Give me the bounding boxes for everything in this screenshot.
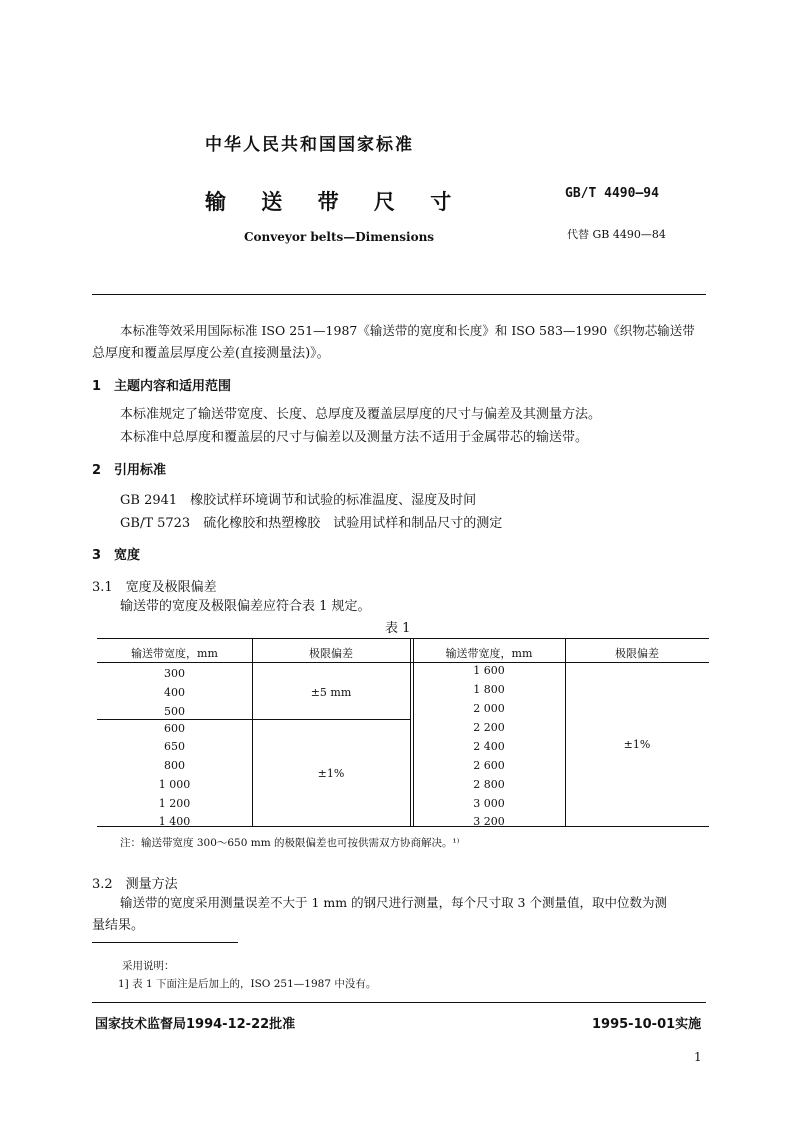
standard-code: GB/T 4490—94 bbox=[565, 186, 659, 201]
table-col-rule bbox=[252, 638, 253, 826]
table-cell-deviation: ±1% bbox=[317, 767, 345, 780]
section-3-2-line-1: 输送带的宽度采用测量误差不大于 1 mm 的钢尺进行测量，每个尺寸取 3 个测量值，取中位数为测 bbox=[120, 895, 667, 910]
table-double-rule bbox=[410, 638, 411, 826]
header-deviation-left: 极限偏差 bbox=[309, 647, 353, 660]
header-width-left: 输送带宽度，mm bbox=[131, 647, 218, 660]
table-cell-width: 2 000 bbox=[473, 702, 505, 715]
header-deviation-right: 极限偏差 bbox=[615, 647, 659, 660]
section-3-1-text: 输送带的宽度及极限偏差应符合表 1 规定。 bbox=[120, 599, 371, 614]
section-2-heading: 2 引用标准 bbox=[92, 463, 167, 478]
section-3-1-heading: 3.1 宽度及极限偏差 bbox=[92, 580, 217, 595]
table-cell-width: 3 200 bbox=[473, 815, 505, 828]
section-3-2-line-2: 量结果。 bbox=[92, 918, 145, 933]
page-number: 1 bbox=[694, 1050, 702, 1064]
table-cell-width: 400 bbox=[164, 686, 185, 699]
section-3-heading: 3 宽度 bbox=[92, 548, 141, 563]
intro-line-1: 本标准等效采用国际标准 ISO 251—1987《输送带的宽度和长度》和 ISO 583—1990《织物芯输送带 bbox=[120, 323, 695, 338]
table-caption: 表 1 bbox=[385, 621, 411, 636]
footer-rule bbox=[92, 1002, 706, 1003]
reference-item: GB/T 5723 硫化橡胶和热塑橡胶 试验用试样和制品尺寸的测定 bbox=[120, 516, 503, 531]
footnote-rule bbox=[92, 942, 238, 943]
table-top-rule bbox=[97, 638, 709, 639]
header-rule bbox=[92, 294, 706, 295]
document-title-english: Conveyor belts—Dimensions bbox=[244, 230, 435, 244]
document-title: 输 送 带 尺 寸 bbox=[205, 190, 466, 214]
table-col-rule bbox=[565, 638, 566, 826]
table-cell-width: 800 bbox=[164, 759, 185, 772]
effective-date: 1995-10-01实施 bbox=[592, 1017, 702, 1032]
reference-item: GB 2941 橡胶试样环境调节和试验的标准温度、湿度及时间 bbox=[120, 493, 477, 508]
table-cell-width: 600 bbox=[164, 722, 185, 735]
table-cell-width: 1 600 bbox=[473, 664, 505, 677]
table-cell-width: 1 200 bbox=[158, 797, 191, 810]
table-cell-width: 1 800 bbox=[473, 683, 505, 696]
table-cell-width: 2 600 bbox=[473, 759, 505, 772]
footnote-text: 1] 表 1 下面注是后加上的，ISO 251—1987 中没有。 bbox=[118, 978, 377, 990]
table-cell-width: 2 400 bbox=[473, 740, 505, 753]
footnote-title: 采用说明： bbox=[122, 960, 175, 972]
approval-info: 国家技术监督局1994-12-22批准 bbox=[95, 1017, 296, 1032]
standard-org-title: 中华人民共和国国家标准 bbox=[205, 135, 414, 155]
table-cell-width: 3 000 bbox=[473, 797, 505, 810]
section-1-heading: 1 主题内容和适用范围 bbox=[92, 379, 232, 394]
table-cell-width: 2 200 bbox=[473, 721, 505, 734]
table-cell-width: 300 bbox=[164, 667, 185, 680]
table-cell-width: 1 400 bbox=[158, 815, 191, 828]
section-1-paragraph-2: 本标准中总厚度和覆盖层的尺寸与偏差以及测量方法不适用于金属带芯的输送带。 bbox=[120, 430, 589, 445]
section-3-2-heading: 3.2 测量方法 bbox=[92, 877, 178, 892]
table-cell-width: 2 800 bbox=[473, 778, 505, 791]
table-note: 注：输送带宽度 300～650 mm 的极限偏差也可按供需双方协商解决。¹⁾ bbox=[120, 837, 460, 849]
table-cell-width: 650 bbox=[164, 740, 185, 753]
header-width-right: 输送带宽度，mm bbox=[445, 647, 533, 660]
section-1-paragraph-1: 本标准规定了输送带宽度、长度、总厚度及覆盖层厚度的尺寸与偏差及其测量方法。 bbox=[120, 407, 602, 422]
table-cell-deviation: ±1% bbox=[623, 738, 651, 751]
intro-line-2: 总厚度和覆盖层厚度公差(直接测量法)》。 bbox=[92, 346, 330, 361]
table-header-rule bbox=[97, 662, 709, 663]
replaces-standard: 代替 GB 4490—84 bbox=[567, 228, 666, 241]
table-cell-deviation: ±5 mm bbox=[310, 686, 352, 699]
table-cell-width: 1 000 bbox=[158, 778, 191, 791]
table-group-rule bbox=[97, 719, 410, 720]
table-cell-width: 500 bbox=[164, 705, 185, 718]
